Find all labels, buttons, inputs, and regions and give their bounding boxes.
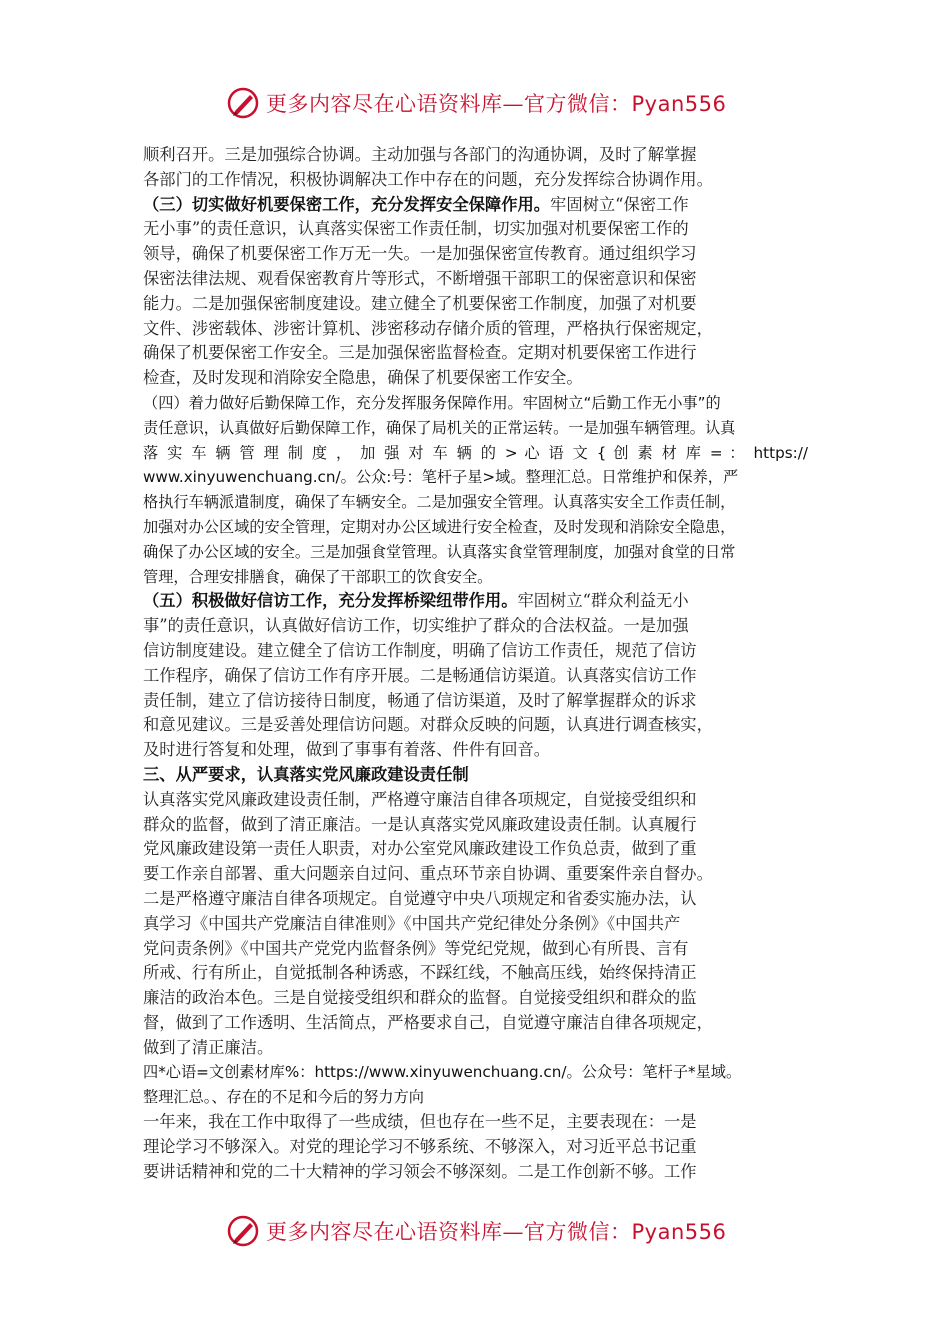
text-line	[143, 292, 808, 317]
text-run: 管理，合理安排膳食，确保了干部职工的饮食安全。	[143, 567, 493, 586]
text-line	[143, 540, 808, 565]
text-run: 牢固树立“群众利益无小	[517, 591, 689, 611]
text-run: 牢固树立“保密工作	[550, 194, 689, 214]
text-line	[143, 242, 808, 267]
text-run: 保密法律法规、观看保密教育片等形式，不断增强干部职工的保密意识和保密	[143, 268, 697, 288]
text-line	[143, 937, 808, 962]
watermark-slogan: 更多内容尽在心语资料库—官方微信：	[266, 92, 632, 116]
text-run: 文件、涉密载体、涉密计算机、涉密移动存储介质的管理，严格执行保密规定，	[143, 318, 713, 338]
text-line	[143, 168, 808, 193]
text-line	[143, 1085, 808, 1110]
text-line	[143, 664, 808, 689]
watermark-handle: Pyan556	[631, 92, 727, 116]
text-run: 整理汇总。、存在的不足和今后的努力方向	[143, 1088, 424, 1107]
watermark-handle: Pyan556	[631, 1220, 727, 1244]
text-line	[143, 143, 808, 168]
text-line	[143, 465, 808, 490]
bold-heading-run: （五）积极做好信访工作，充分发挥桥梁纽带作用。	[143, 591, 518, 611]
text-run: 责任意识，认真做好后勤保障工作，确保了局机关的正常运转。一是加强车辆管理。认真	[143, 418, 736, 437]
text-run: 信访制度建设。建立健全了信访工作制度，明确了信访工作责任，规范了信访	[143, 640, 697, 660]
text-line	[143, 341, 808, 366]
text-run: 理论学习不够深入。对党的理论学习不够系统、不够深入，对习近平总书记重	[143, 1136, 697, 1156]
text-line	[143, 837, 808, 862]
text-run: 责任制，建立了信访接待日制度，畅通了信访渠道，及时了解掌握群众的诉求	[143, 690, 697, 710]
text-line	[143, 416, 808, 441]
pen-logo-icon	[226, 1214, 260, 1248]
text-run: 加强对办公区域的安全管理，定期对办公区域进行安全检查，及时发现和消除安全隐患，	[143, 517, 736, 536]
text-run: 认真落实党风廉政建设责任制，严格遵守廉洁自律各项规定，自觉接受组织和	[143, 789, 697, 809]
text-line	[143, 1036, 808, 1061]
text-line	[143, 565, 808, 590]
watermark-text	[266, 1216, 726, 1246]
text-line	[143, 887, 808, 912]
text-run: 确保了机要保密工作安全。三是加强保密监督检查。定期对机要保密工作进行	[143, 343, 697, 363]
watermark-text	[266, 88, 726, 118]
text-line	[143, 639, 808, 664]
text-line	[143, 912, 808, 937]
text-run: 落 实 车 辆 管 理 制 度 ， 加 强 对 车 辆 的 > 心 语 文 { 创 素 材 库 = ： https://	[143, 443, 808, 462]
text-line	[143, 193, 808, 218]
header-watermark-banner	[0, 82, 950, 122]
text-line	[143, 713, 808, 738]
text-run: 二是严格遵守廉洁自律各项规定。自觉遵守中央八项规定和省委实施办法，认	[143, 888, 697, 908]
text-run: 及时进行答复和处理，做到了事事有着落、件件有回音。	[143, 740, 551, 760]
text-run: 格执行车辆派遣制度，确保了车辆安全。二是加强安全管理。认真落实安全工作责任制，	[143, 493, 736, 512]
text-run: 督，做到了工作透明、生活简点，严格要求自己，自觉遵守廉洁自律各项规定，	[143, 1012, 713, 1032]
text-line	[143, 217, 808, 242]
text-run: 党风廉政建设第一责任人职责，对办公室党风廉政建设工作负总责，做到了重	[143, 839, 697, 859]
text-line	[143, 986, 808, 1011]
text-line	[143, 267, 808, 292]
text-run: 确保了办公区域的安全。三是加强食堂管理。认真落实食堂管理制度，加强对食堂的日常	[143, 542, 736, 561]
footer-watermark-banner	[0, 1210, 950, 1250]
text-run: 顺利召开。三是加强综合协调。主动加强与各部门的沟通协调，及时了解掌握	[143, 145, 697, 164]
text-line	[143, 862, 808, 887]
text-run: 检查，及时发现和消除安全隐患，确保了机要保密工作安全。	[143, 368, 583, 388]
text-line	[143, 317, 808, 342]
text-line	[143, 788, 808, 813]
text-line	[143, 763, 808, 788]
bold-heading-run: （三）切实做好机要保密工作，充分发挥安全保障作用。	[143, 194, 551, 214]
text-line	[143, 1160, 808, 1185]
text-run: 和意见建议。三是妥善处理信访问题。对群众反映的问题，认真进行调查核实，	[143, 715, 713, 735]
text-run: 要讲话精神和党的二十大精神的学习领会不够深刻。二是工作创新不够。工作	[143, 1161, 697, 1181]
pen-logo-icon	[226, 86, 260, 120]
text-run: 领导，确保了机要保密工作万无一失。一是加强保密宣传教育。通过组织学习	[143, 244, 697, 264]
text-line	[143, 391, 808, 416]
text-run: 要工作亲自部署、重大问题亲自过问、重点环节亲自协调、重要案件亲自督办。	[143, 864, 713, 884]
text-line	[143, 1110, 808, 1135]
text-run: （四）着力做好后勤保障工作，充分发挥服务保障作用。牢固树立“后勤工作无小事”的	[143, 393, 721, 412]
text-run: 党问责条例》《中国共产党党内监督条例》等党纪党规，做到心有所畏、言有	[143, 938, 689, 958]
text-line	[143, 689, 808, 714]
text-line	[143, 515, 808, 540]
text-run: 廉洁的政治本色。三是自觉接受组织和群众的监督。自觉接受组织和群众的监	[143, 988, 697, 1008]
text-line	[143, 441, 808, 466]
text-line	[143, 1060, 808, 1085]
text-run: 做到了清正廉洁。	[143, 1037, 274, 1057]
text-line	[143, 961, 808, 986]
text-run: 各部门的工作情况，积极协调解决工作中存在的问题，充分发挥综合协调作用。	[143, 169, 713, 189]
text-line	[143, 738, 808, 763]
text-run: 一年来，我在工作中取得了一些成绩，但也存在一些不足，主要表现在：一是	[143, 1112, 697, 1132]
text-line	[143, 1135, 808, 1160]
document-body	[143, 143, 808, 1184]
text-run: 能力。二是加强保密制度建设。建立健全了机要保密工作制度，加强了对机要	[143, 293, 697, 313]
text-run: 事”的责任意识，认真做好信访工作，切实维护了群众的合法权益。一是加强	[143, 616, 689, 636]
text-run: 所戒、行有所止，自觉抵制各种诱惑，不踩红线，不触高压线，始终保持清正	[143, 963, 697, 983]
text-run: 无小事”的责任意识，认真落实保密工作责任制，切实加强对机要保密工作的	[143, 219, 689, 239]
text-run: 工作程序，确保了信访工作有序开展。二是畅通信访渠道。认真落实信访工作	[143, 665, 697, 685]
bold-heading-run: 三、从严要求，认真落实党风廉政建设责任制	[143, 764, 469, 784]
text-line	[143, 589, 808, 614]
text-run: 群众的监督，做到了清正廉洁。一是认真落实党风廉政建设责任制。认真履行	[143, 814, 697, 834]
watermark-slogan: 更多内容尽在心语资料库—官方微信：	[266, 1220, 632, 1244]
text-line	[143, 813, 808, 838]
text-run: 四*心语=文创素材库%：https://www.xinyuwenchuang.cn/。公众号：笔杆子*星域。	[143, 1063, 742, 1082]
text-line	[143, 366, 808, 391]
text-run: 真学习《中国共产党廉洁自律准则》《中国共产党纪律处分条例》《中国共产	[143, 913, 681, 933]
text-line	[143, 1011, 808, 1036]
text-line	[143, 490, 808, 515]
text-run: www.xinyuwenchuang.cn/。公众:号：笔杆子星>域。整理汇总。日常维护和保养，严	[143, 468, 739, 487]
text-line	[143, 614, 808, 639]
